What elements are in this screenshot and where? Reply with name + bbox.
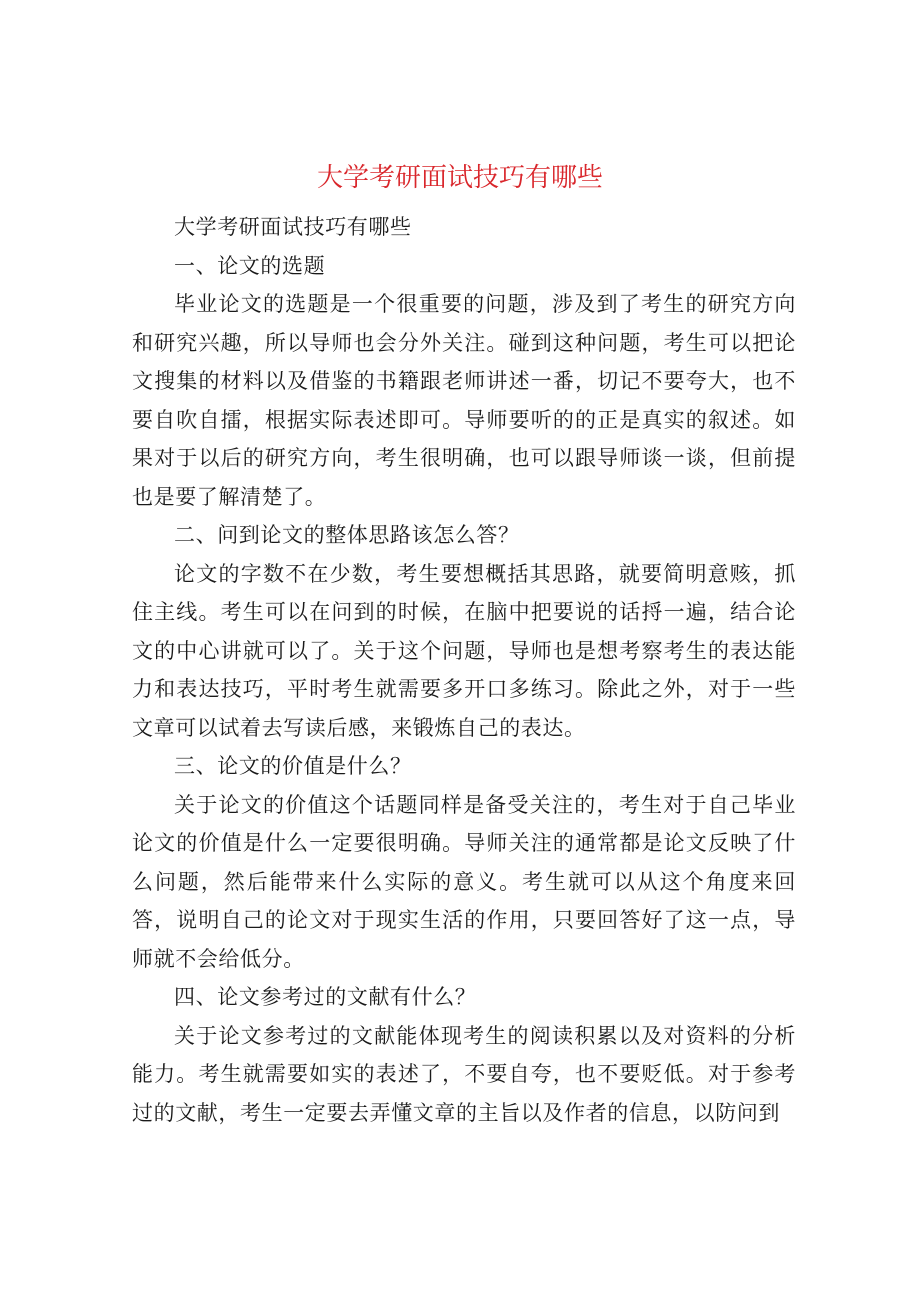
paragraph-3: 关于论文的价值这个话题同样是备受关注的，考生对于自己毕业论文的价值是什么一定要很明确。导师关注的通常都是论文反映了什么问题，然后能带来什么实际的意义。考生就可以从这个角度来回答，说明自己的论文对于现实生活的作用，只要回答好了这一点，导师就不会给低分。	[132, 792, 796, 971]
section-heading-4: 四、论文参考过的文献有什么？	[174, 985, 477, 1009]
paragraph-subtitle: 大学考研面试技巧有哪些	[174, 215, 412, 239]
paragraph-4: 关于论文参考过的文献能体现考生的阅读积累以及对资料的分析能力。考生就需要如实的表述了，不要自夸，也不要贬低。对于参考过的文献，考生一定要去弄懂文章的主旨以及作者的信息，以防问到	[132, 1023, 796, 1125]
section-heading-1: 一、论文的选题	[174, 253, 326, 278]
paragraph-2: 论文的字数不在少数，考生要想概括其思路，就要简明意赅，抓住主线。考生可以在问到的时候，在脑中把要说的话捋一遍，结合论文的中心讲就可以了。关于这个问题，导师也是想考察考生的表达能力和表达技巧，平时考生就需要多开口多练习。除此之外，对于一些文章可以试着去写读后感，来锻炼自己的表达。	[132, 561, 796, 740]
document-body	[132, 208, 796, 1132]
paragraph-1: 毕业论文的选题是一个很重要的问题，涉及到了考生的研究方向和研究兴趣，所以导师也会分外关注。碰到这种问题，考生可以把论文搜集的材料以及借鉴的书籍跟老师讲述一番，切记不要夸大，也不要自吹自擂，根据实际表述即可。导师要听的的正是真实的叙述。如果对于以后的研究方向，考生很明确，也可以跟导师谈一谈，但前提也是要了解清楚了。	[132, 292, 796, 509]
document-title: 大学考研面试技巧有哪些	[316, 163, 603, 193]
section-heading-2: 二、问到论文的整体思路该怎么答？	[174, 523, 520, 547]
section-heading-3: 三、论文的价值是什么？	[174, 754, 412, 778]
